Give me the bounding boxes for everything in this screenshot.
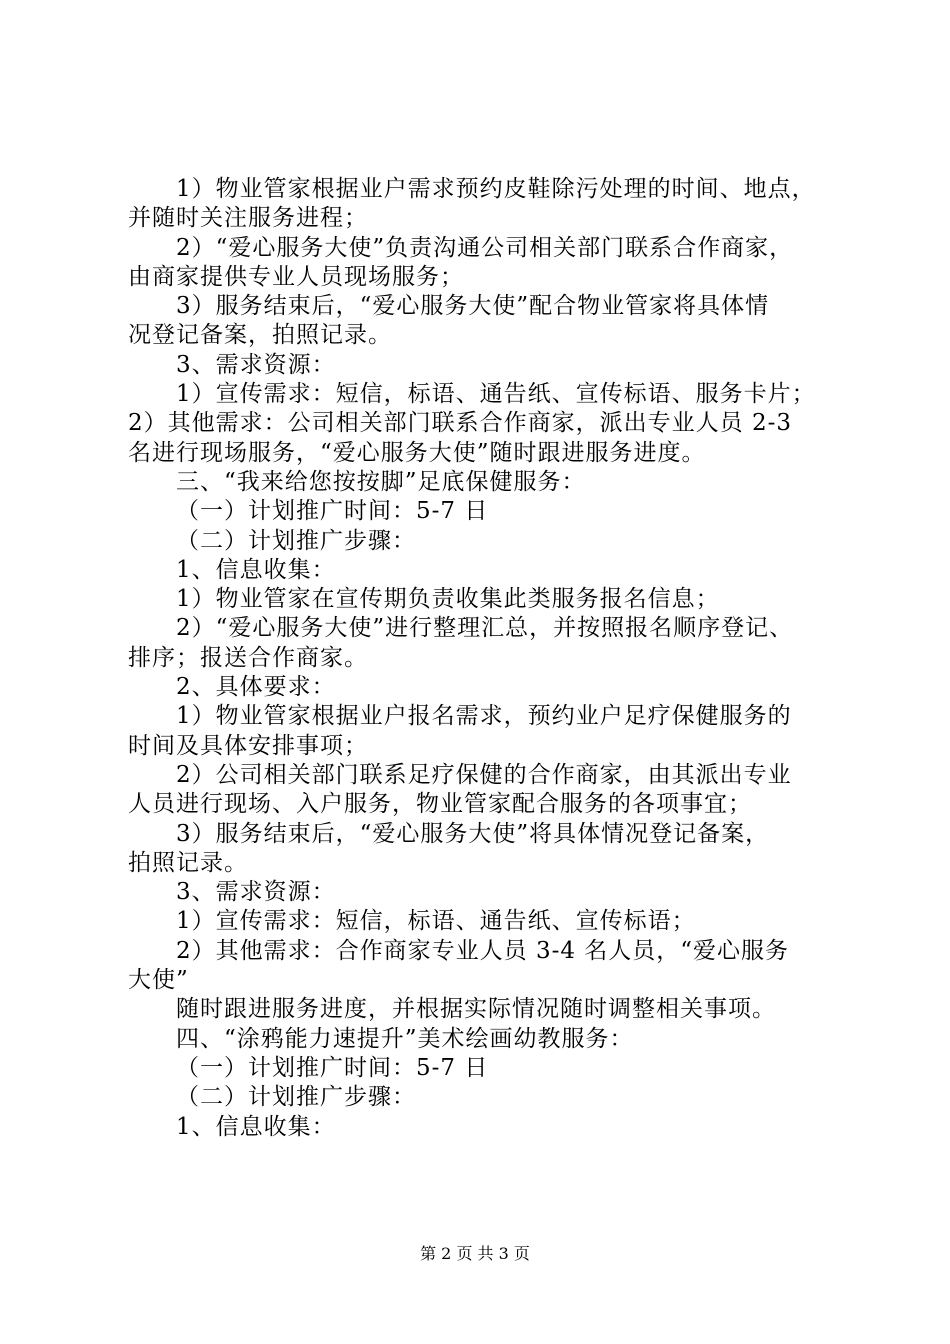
text-line: 三、“我来给您按按脚”足底保健服务： (176, 468, 586, 495)
text-line: 拍照记录。 (128, 849, 248, 876)
text-line: 2）其他需求：公司相关部门联系合作商家，派出专业人员 2-3 (128, 410, 792, 437)
text-line: 1）物业管家根据业户报名需求，预约业户足疗保健服务的 (176, 703, 792, 730)
text-line: 3）服务结束后，“爱心服务大使”配合物业管家将具体情 (176, 293, 770, 320)
text-line: 时间及具体安排事项； (128, 732, 368, 759)
text-line: 3、需求资源： (176, 879, 336, 906)
text-line: 1、信息收集： (176, 556, 336, 583)
text-line: （一）计划推广时间：5-7 日 (176, 1054, 489, 1081)
text-line: 2）“爱心服务大使”进行整理汇总，并按照报名顺序登记、 (176, 615, 794, 642)
text-line: 排序；报送合作商家。 (128, 644, 368, 671)
text-line: 况登记备案，拍照记录。 (128, 322, 392, 349)
text-line: 3）服务结束后，“爱心服务大使”将具体情况登记备案， (176, 820, 770, 847)
text-line: 2）“爱心服务大使”负责沟通公司相关部门联系合作商家， (176, 234, 794, 261)
text-line: 3、需求资源： (176, 351, 336, 378)
text-line: 人员进行现场、入户服务，物业管家配合服务的各项事宜； (128, 791, 752, 818)
document-body (128, 175, 858, 1142)
text-line: 2、具体要求： (176, 674, 336, 701)
text-line: 并随时关注服务进程； (128, 205, 368, 232)
text-line: 四、“涂鸦能力速提升”美术绘画幼教服务： (176, 1025, 634, 1052)
text-line: 大使” (128, 967, 189, 994)
text-line: 1）宣传需求：短信，标语、通告纸、宣传标语、服务卡片； (176, 381, 816, 408)
text-line: （二）计划推广步骤： (176, 527, 416, 554)
text-line: 随时跟进服务进度，并根据实际情况随时调整相关事项。 (176, 996, 776, 1023)
text-line: 1）物业管家根据业户需求预约皮鞋除污处理的时间、地点， (176, 176, 816, 202)
page-footer: 第 2 页 共 3 页 (420, 1244, 530, 1263)
text-line: 2）公司相关部门联系足疗保健的合作商家，由其派出专业 (176, 761, 792, 788)
text-line: 1）宣传需求：短信，标语、通告纸、宣传标语； (176, 908, 696, 935)
text-line: 2）其他需求：合作商家专业人员 3-4 名人员，“爱心服务 (176, 937, 790, 964)
text-line: （二）计划推广步骤： (176, 1084, 416, 1111)
text-line: 1、信息收集： (176, 1113, 336, 1140)
text-line: 1）物业管家在宣传期负责收集此类服务报名信息； (176, 586, 720, 613)
text-line: 由商家提供专业人员现场服务； (128, 263, 464, 290)
text-line: （一）计划推广时间：5-7 日 (176, 498, 489, 525)
text-line: 名进行现场服务，“爱心服务大使”随时跟进服务进度。 (128, 439, 706, 466)
